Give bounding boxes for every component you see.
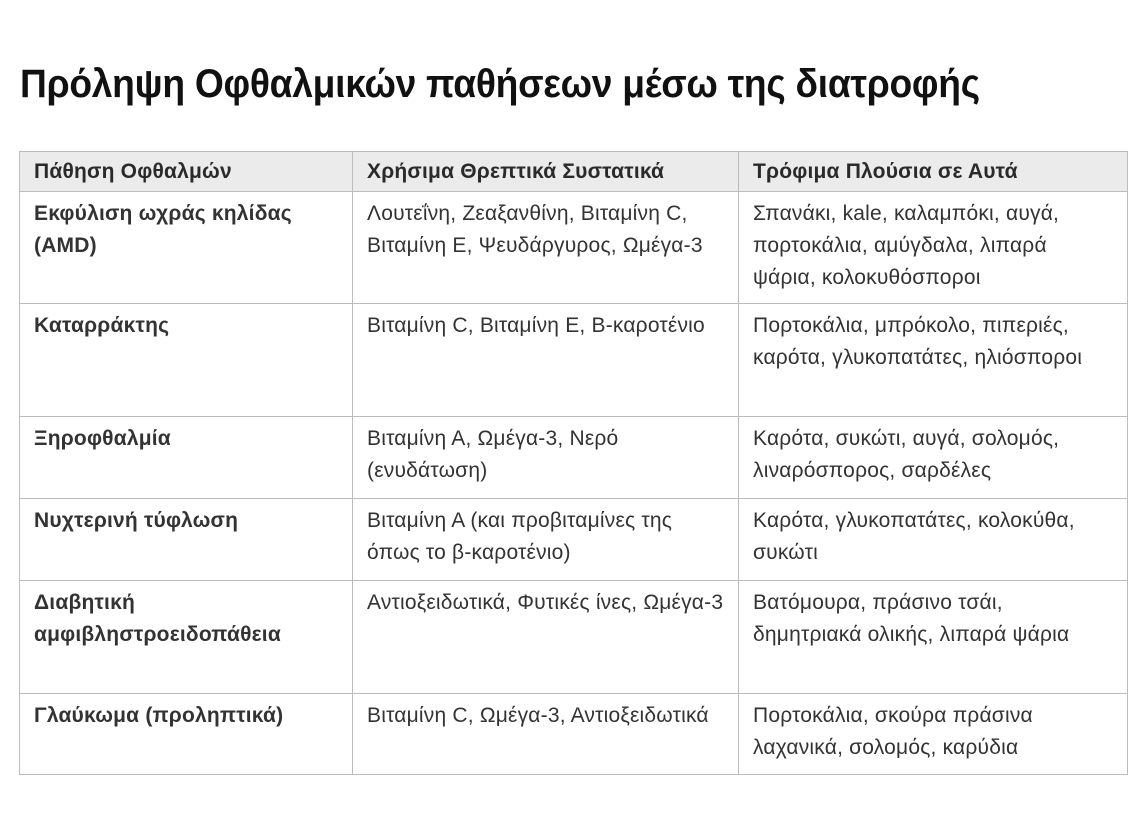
condition-cell: Εκφύλιση ωχράς κηλίδας (AMD) <box>20 192 353 304</box>
table-row <box>20 304 1128 417</box>
header-condition: Πάθηση Οφθαλμών <box>20 152 353 192</box>
foods-cell: Βατόμουρα, πράσινο τσάι, δημητριακά ολικής, λιπαρά ψάρια <box>739 581 1128 694</box>
condition-cell: Γλαύκωμα (προληπτικά) <box>20 694 353 775</box>
condition-cell: Καταρράκτης <box>20 304 353 417</box>
condition-cell: Ξηροφθαλμία <box>20 417 353 499</box>
table-header-row <box>20 152 1128 192</box>
table-row <box>20 581 1128 694</box>
nutrients-cell: Βιταμίνη C, Ωμέγα-3, Αντιοξειδωτικά <box>353 694 739 775</box>
foods-cell: Πορτοκάλια, μπρόκολο, πιπεριές, καρότα, γλυκοπατάτες, ηλιόσποροι <box>739 304 1128 417</box>
nutrients-cell: Βιταμίνη C, Βιταμίνη E, Β-καροτένιο <box>353 304 739 417</box>
nutrients-cell: Αντιοξειδωτικά, Φυτικές ίνες, Ωμέγα-3 <box>353 581 739 694</box>
nutrients-cell: Βιταμίνη Α, Ωμέγα-3, Νερό (ενυδάτωση) <box>353 417 739 499</box>
foods-cell: Καρότα, γλυκοπατάτες, κολοκύθα, συκώτι <box>739 499 1128 581</box>
nutrients-cell: Βιταμίνη Α (και προβιταμίνες της όπως το β-καροτένιο) <box>353 499 739 581</box>
page-title: Πρόληψη Οφθαλμικών παθήσεων μέσω της διατροφής <box>20 62 980 106</box>
foods-cell: Σπανάκι, kale, καλαμπόκι, αυγά, πορτοκάλια, αμύγδαλα, λιπαρά ψάρια, κολοκυθόσποροι <box>739 192 1128 304</box>
foods-cell: Καρότα, συκώτι, αυγά, σολομός, λιναρόσπορος, σαρδέλες <box>739 417 1128 499</box>
table-row <box>20 192 1128 304</box>
table-row <box>20 694 1128 775</box>
condition-cell: Νυχτερινή τύφλωση <box>20 499 353 581</box>
table-row <box>20 417 1128 499</box>
nutrients-cell: Λουτεΐνη, Ζεαξανθίνη, Βιταμίνη C, Βιταμίνη Ε, Ψευδάργυρος, Ωμέγα-3 <box>353 192 739 304</box>
nutrition-table <box>19 151 1128 775</box>
foods-cell: Πορτοκάλια, σκούρα πράσινα λαχανικά, σολομός, καρύδια <box>739 694 1128 775</box>
table-row <box>20 499 1128 581</box>
header-nutrients: Χρήσιμα Θρεπτικά Συστατικά <box>353 152 739 192</box>
header-foods: Τρόφιμα Πλούσια σε Αυτά <box>739 152 1128 192</box>
condition-cell: Διαβητική αμφιβληστροειδοπάθεια <box>20 581 353 694</box>
